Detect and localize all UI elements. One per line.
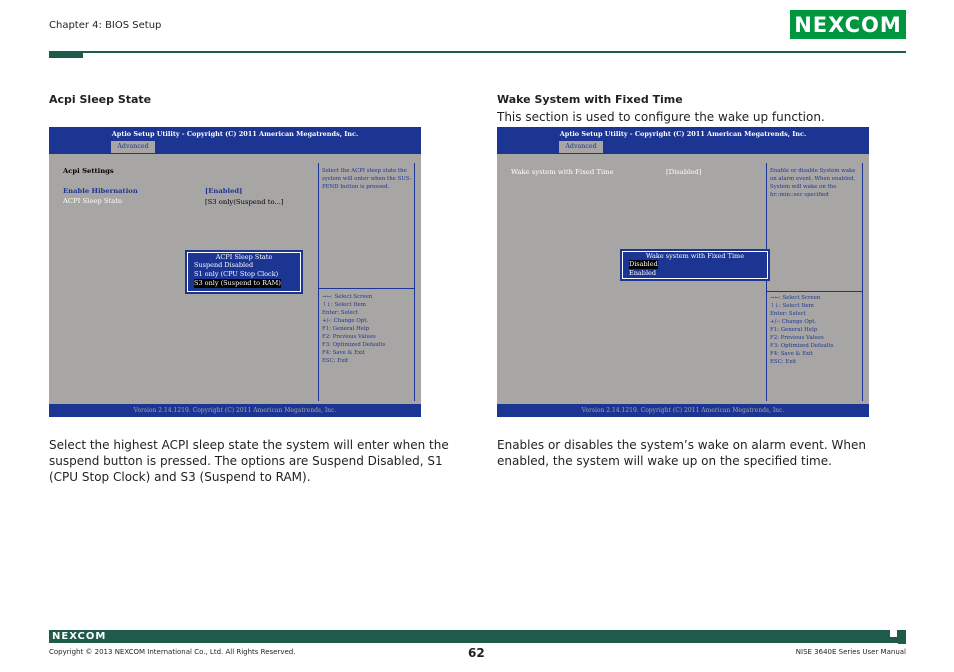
footer-nexcom-logo: NEXCOM — [52, 631, 107, 642]
popup-option-enabled[interactable]: Enabled — [629, 269, 657, 277]
popup-option-suspend-disabled[interactable]: Suspend Disabled — [194, 261, 254, 269]
bios-right-border — [862, 163, 863, 401]
bios-section-acpi-settings: Acpi Settings — [63, 167, 114, 175]
footer-square-mark — [890, 630, 897, 637]
key-optimized-defaults: F3: Optimized Defaults — [770, 343, 834, 349]
key-enter: Enter: Select — [322, 310, 358, 316]
bios-panel-divider — [318, 163, 319, 401]
key-general-help: F1: General Help — [770, 327, 818, 333]
key-previous-values: F2: Previous Values — [322, 334, 376, 340]
bios-tab-advanced[interactable]: Advanced — [559, 141, 603, 153]
key-save-exit: F4: Save & Exit — [322, 350, 365, 356]
bios-popup-sleep-state — [185, 250, 303, 294]
section-title-acpi-sleep: Acpi Sleep State — [49, 93, 152, 106]
bios-item-wake-value[interactable]: [Disabled] — [666, 168, 702, 176]
popup-title: Wake system with Fixed Time — [645, 252, 745, 260]
key-select-item: ↑↓: Select Item — [770, 303, 814, 309]
wake-description: Enables or disables the system’s wake on alarm event. When enabled, the system will wake up on the specified time. — [497, 438, 866, 468]
bios-item-sleep-state-value[interactable]: [S3 only(Suspend to...] — [205, 198, 284, 206]
bios-key-legend — [322, 293, 412, 365]
bios-utility-title: Aptio Setup Utility - Copyright (C) 2011 American Megatrends, Inc. — [111, 130, 359, 138]
section-title-wake-system: Wake System with Fixed Time — [497, 93, 683, 106]
footer-manual-title: NISE 3640E Series User Manual — [795, 648, 906, 656]
header-divider — [83, 51, 906, 53]
acpi-description: Select the highest ACPI sleep state the system will enter when the suspend button is pressed. The options are Suspend Disabled, S1 (CPU Stop Clock) and S3 (Suspend to RAM). — [49, 438, 449, 484]
key-change-opt: +/-: Change Opt. — [322, 318, 369, 324]
bios-item-hibernation-label[interactable]: Enable Hibernation — [63, 187, 138, 195]
key-select-item: ↑↓: Select Item — [322, 302, 366, 308]
bios-help-text: Select the ACPI sleep state the system will enter when the SUS-PEND button is pressed. — [322, 168, 412, 190]
nexcom-logo: NEXCOM — [790, 10, 906, 39]
bios-version-footer: Version 2.14.1219. Copyright (C) 2011 American Megatrends, Inc. — [49, 404, 421, 417]
bios-tab-advanced[interactable]: Advanced — [111, 141, 155, 153]
bios-help-text: Enable or disable System wake on alarm event. When enabled, System will wake on the hr::min::sec specified — [770, 168, 856, 198]
footer-bar — [49, 630, 906, 643]
bios-help-divider — [766, 291, 862, 292]
bios-popup-wake — [620, 249, 770, 281]
bios-version-footer: Version 2.14.1219. Copyright (C) 2011 American Megatrends, Inc. — [497, 404, 869, 417]
bios-item-sleep-state-label[interactable]: ACPI Sleep State — [63, 197, 123, 205]
bios-help-divider — [318, 288, 414, 289]
key-save-exit: F4: Save & Exit — [770, 351, 813, 357]
popup-option-s3[interactable]: S3 only (Suspend to RAM) — [194, 279, 281, 287]
bios-screen-wake — [497, 127, 869, 417]
bios-right-border — [414, 163, 415, 401]
key-previous-values: F2: Previous Values — [770, 335, 824, 341]
footer-copyright: Copyright © 2013 NEXCOM International Co., Ltd. All Rights Reserved. — [49, 648, 296, 656]
key-general-help: F1: General Help — [322, 326, 370, 332]
section-subtitle-wake: This section is used to configure the wake up function. — [497, 110, 825, 124]
key-select-screen: →←: Select Screen — [770, 295, 821, 301]
key-change-opt: +/-: Change Opt. — [770, 319, 817, 325]
bios-screen-acpi — [49, 127, 421, 417]
popup-option-s1[interactable]: S1 only (CPU Stop Clock) — [194, 270, 279, 278]
key-esc-exit: ESC: Exit — [322, 358, 349, 364]
bios-panel-divider — [766, 163, 767, 401]
popup-option-disabled[interactable]: Disabled — [629, 260, 658, 268]
bios-item-hibernation-value[interactable]: [Enabled] — [205, 187, 243, 195]
header-accent-bar — [49, 51, 83, 58]
bios-utility-title: Aptio Setup Utility - Copyright (C) 2011 American Megatrends, Inc. — [559, 130, 807, 138]
key-optimized-defaults: F3: Optimized Defaults — [322, 342, 386, 348]
footer-square-mark — [898, 638, 906, 644]
key-enter: Enter: Select — [770, 311, 806, 317]
key-esc-exit: ESC: Exit — [770, 359, 797, 365]
key-select-screen: →←: Select Screen — [322, 294, 373, 300]
page-number: 62 — [468, 646, 485, 660]
bios-item-wake-label[interactable]: Wake system with Fixed Time — [511, 168, 614, 176]
chapter-label: Chapter 4: BIOS Setup — [49, 20, 162, 31]
popup-title: ACPI Sleep State — [215, 253, 273, 261]
bios-key-legend — [770, 294, 860, 366]
